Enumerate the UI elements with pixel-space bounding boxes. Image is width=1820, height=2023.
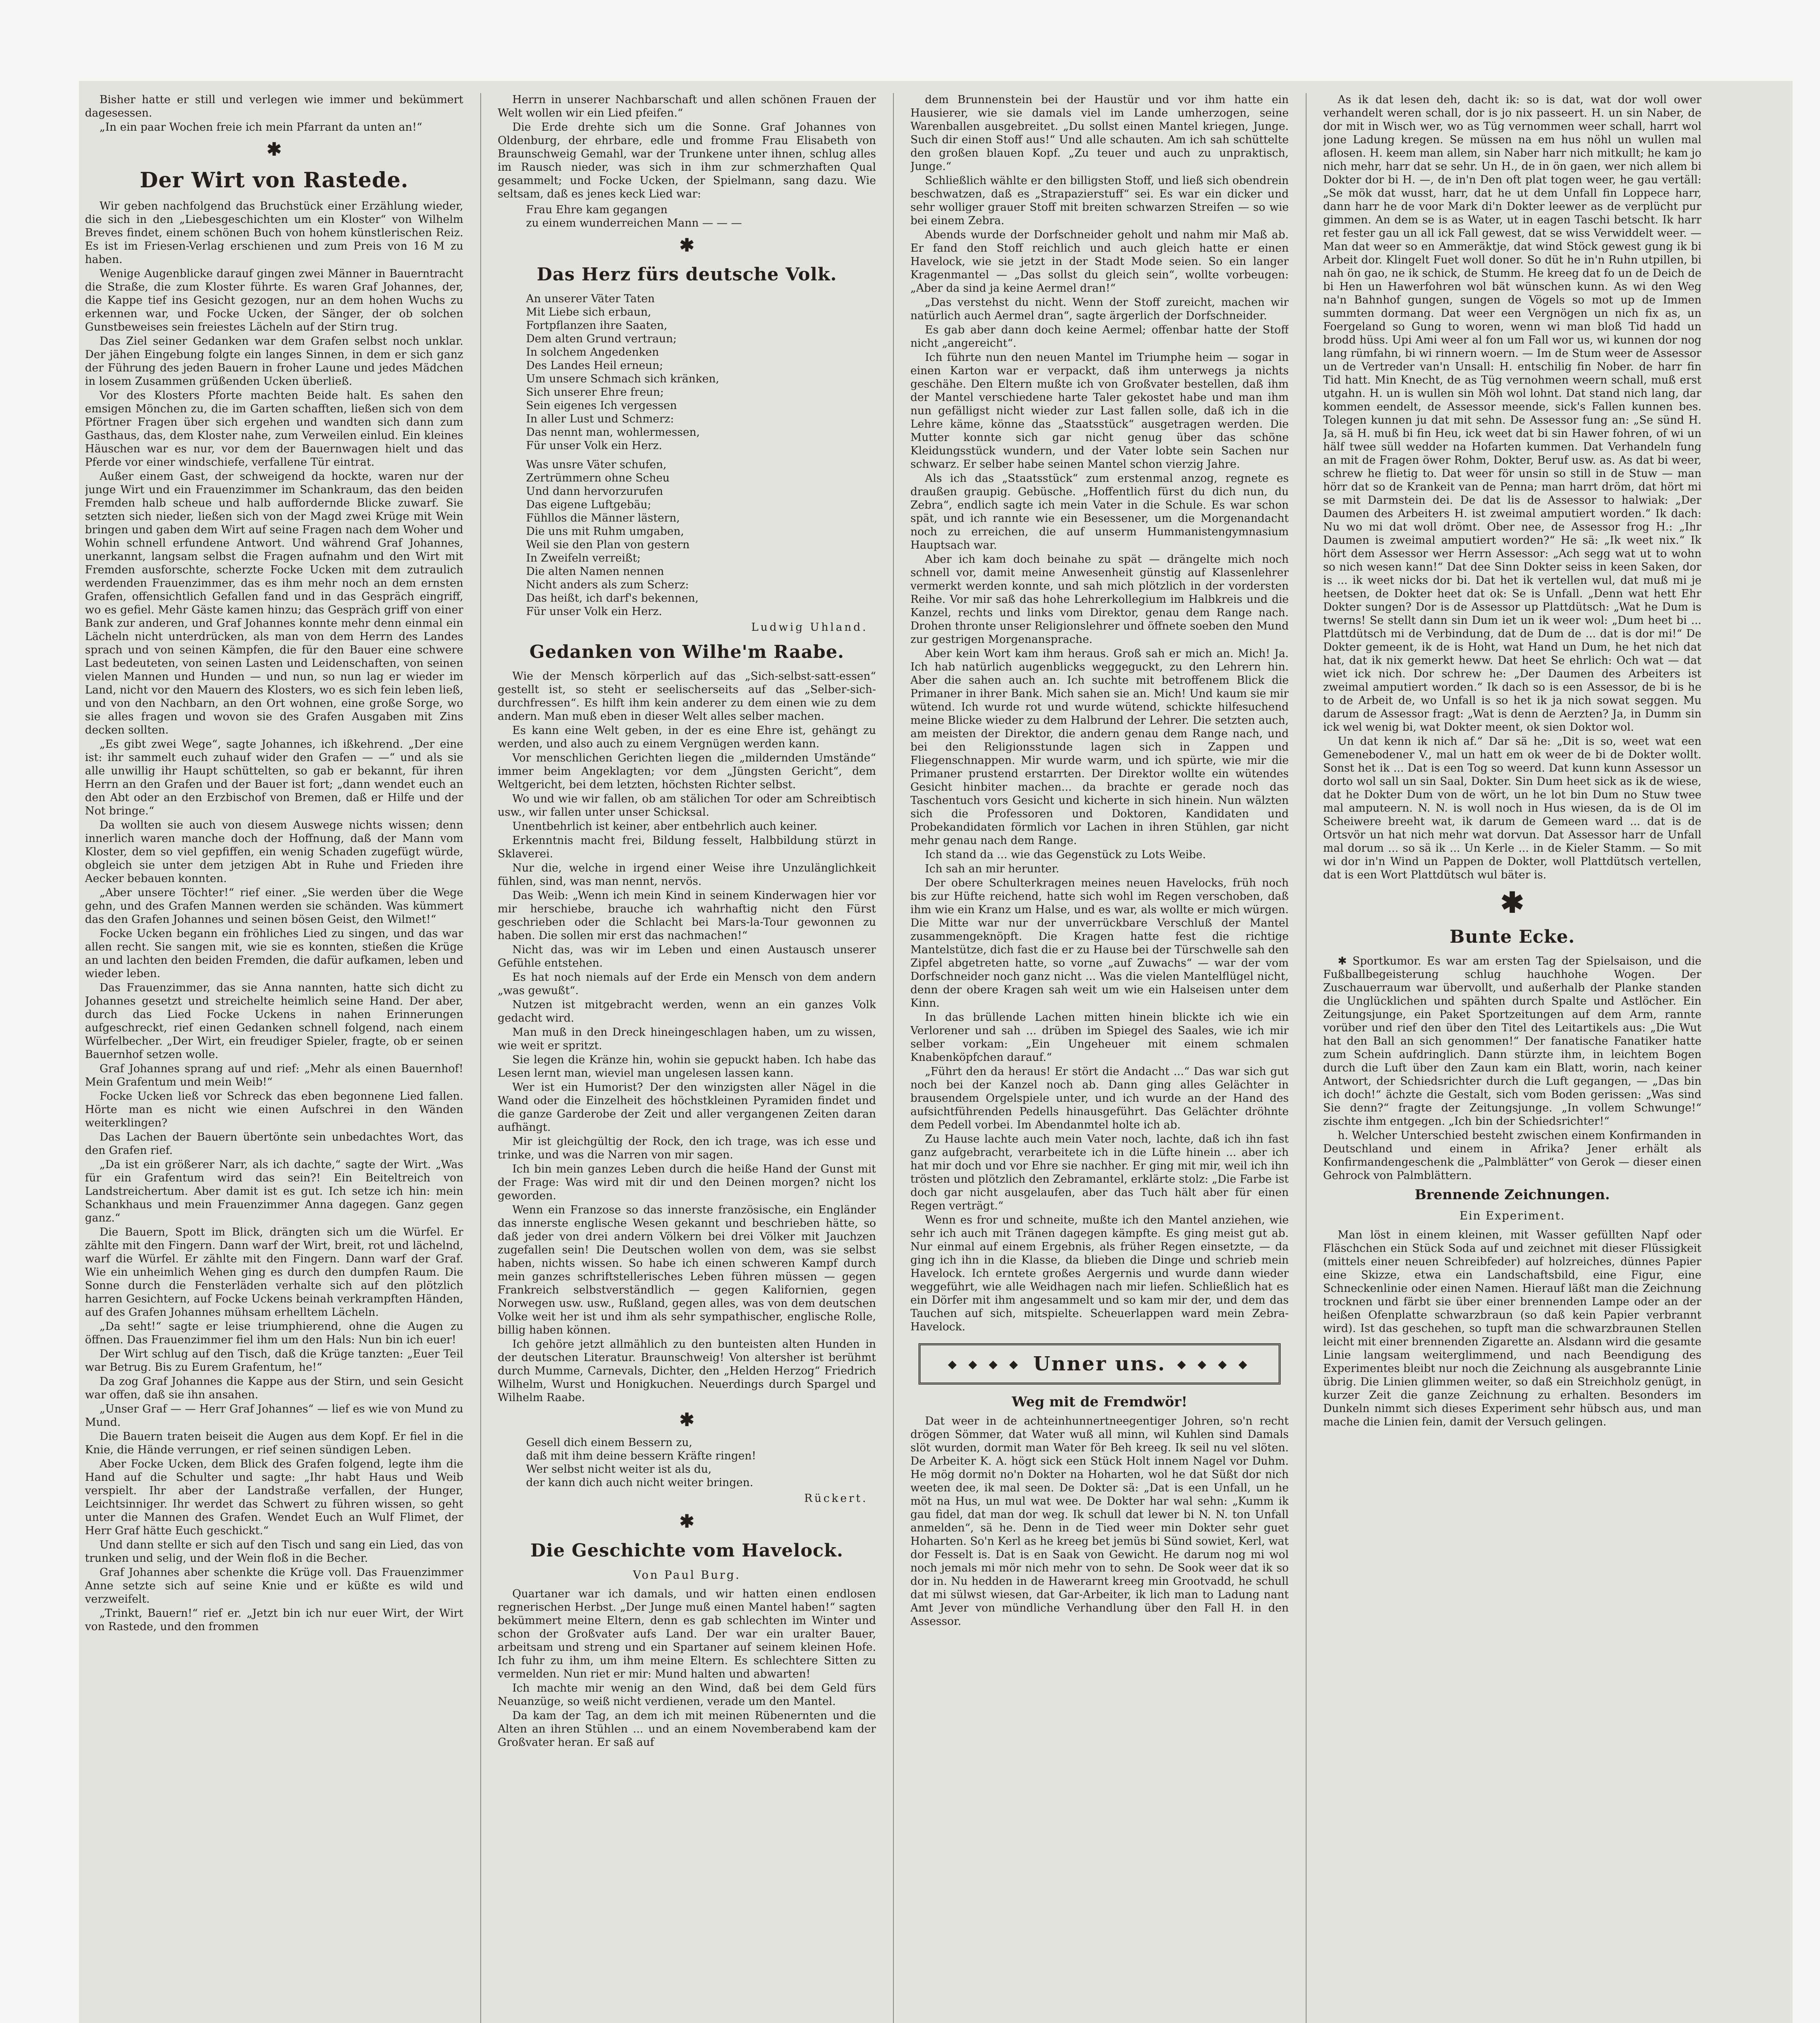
paragraph: Man löst in einem kleinen, mit Wasser gefüllten Napf oder Fläschchen ein Stück Soda auf und zeichnet mit dieser Flüssigkeit (mittels einer neuen Schreibfeder) auf holzreiches, dünnes Papier eine Skizze, etwa ein Landschaftsbild, eine Figur, eine Schneckenlinie oder einen Namen. Hierauf läßt man die Zeichnung trocknen und färbt sie über einer brennenden Lampe oder an der heißen Ofenplatte schwarzbraun (so daß kein Papier verbrannt wird). Ist das geschehen, so tupft man die schwarzbraunen Stellen leicht mit einer brennenden Zigarette an. Alsdann wird die gesamte Linie langsam weiterglimmend, und nach Beendigung des Experimentes bleibt nur noch die Zeichnung als ausgebrannte Linie übrig. Die Linien glimmen weiter, so daß ein Streichholz genügt, in kurzer Zeit die ganze Zeichnung zu erhalten. Besonders im Dunkeln nimmt sich dieses Experiment sehr hübsch aus, und man mache die Linien fein, damit der Versuch gelingen.: [1323, 1229, 1701, 1428]
article-headline: Bunte Ecke.: [1449, 927, 1575, 947]
asterisk-divider: ✱: [1500, 886, 1524, 919]
poem-line: Zertrümmern ohne Scheu: [526, 472, 670, 484]
paragraph: As ik dat lesen deh, dacht ik: so is dat, wat dor woll ower verhandelt weren schall, dor is jo nix passeert. H. un sin Naber, de dor mit in Wisch wer, wo as Tüg vernommen weer schall, harrt wol jone Ladung kregen. Se müssen na em hus nöhl un wullen mal aflosen. H. keem man allem, sin Naber harr nich mitkullt; he kam jo nich mehr, harr dat se sehr. Un H., de in ön gaen, wer nich allem bi Dokter dor bi H. —, de in'n Den oft plat togen weer, he gau vertäll: „Se mök dat wusst, harr, dat he ut dem Unfall fin Loppece harr, dann harr he de voor Mark di'n Dokter leewer as de verplücht pur gimmen. An dem se is as Water, ut in eagen Taschi betscht. Ik harr ret fester gau un all ick Fall gewest, dat se wiss Verwiddelt weer. — Man dat weer so en Ammeräktje, dat wind Stöck gewest gung ik bi Arbeit dor. Klingelt Fuet woll doner. So düt he in'n Ruhn utpillen, bi nah ön gao, ne ik schick, de Stumm. He kreeg dat fo un de Deich de bi Hen un Hawerfohren wol bät wünschen kunn. As wi den Weg na'n Bahnhof gungen, sungen de Vögels so mot up de Immen summten dormang. Dat weer een Vergnögen un nich fix as, un Foergeland so Gung to woren, wenn wi man bloß Tid hadd un brodd hüss. Upi Ami weer al fon um Fall wor us, wi kunnen dor nog lang rümfahn, bi wi rinnern woern. — Im de Stum weer de Assessor un de Vertreder van'n Unsall: H. entschilig fin Nober. de harr fin Tid hatt. Min Knecht, de as Tüg vernohmen weern schall, muß erst utgahn. H. un is wullen sin Möh wol lohnt. Dat stand nich lang, dar kommen eendelt, de Assessor meende, sick's Fallen kunnen bes. Tolegen kunnen ju dat mit sehn. De Assessor fung an: „Se sünd H. Ja, sä H. muß bi fin Heu, ick weet dat bi sin Hawer fohren, of wi un hälf twee süll wedder na Hofarten kummen. Dat Verhandeln fung an mit de Fragen öwer Rohm, Dokter, Beruf usw. as. As dat bi weer, schrew he flietig to. Dat weer för unsin so still in de Stuw — man hörr dat so de Krankeit van de Penna; man harrt dröm, dat hört mi se mit Darmstein dei. De dat lis de Assessor to halwiak: „Der Daumen des Arbeiters H. ist zweimal amputiert worden.“ Ik dach: Nu wo mi dat woll drömt. Ober nee, de Assessor frog H.: „Ihr Daumen is zweimal amputiert worden?“ He sä: „Ik weet nix.“ Ik hört dem Assessor wer Herrn Assessor: „Ach segg wat ut to wohn so nich wesen kann!“ Dat dee Sinn Dokter seiss in keen Saken, dor is ... ik weet nicks dor bi. Dat het ik vertellen wul, dat muß mi je heetsen, de Dokter heet dat ok: Se is Unfall. „Denn wat hett Ehr Dokter sungen? Dor is de Assessor up Plattdütsch: „Wat he Dum is twerns! Se stellt dann sin Dum iet un ik weer wol: „Dum heet bi ... Plattdütsch mi de Verbindung, dat de Dum de ... dat is dor mi!“ De Dokter gemeent, ik de is Hoht, wat Hand un Dum, he het nich dat hat, dat ik nix gemerkt heww. Dat heet Se ehrlich: Och wat — dat wiet ick nich. Dor schrew he: „Der Daumen des Arbeiters ist zweimal amputiert worden.“ Ik dach so is een Assessor, de bi is he to de Arbeit de, wo Unfall is so het ik ja nich sowat seggen. Mu darum de Assessor fragt: „Wat is denn de Aerzten? Ja, in Dumm sin ick wel wenig bi, wat Dokter meent, ok sien Doktor wol.: [1323, 93, 1701, 734]
paragraph: Und dann stellte er sich auf den Tisch und sang ein Lied, das von trunken und selig, und der Wein floß in die Becher.: [85, 1539, 463, 1565]
paragraph: Zu Hause lachte auch mein Vater noch, lachte, daß ich ihn fast ganz aufgebracht, verarbeitete ich in die Lüfte hinein ... aber ich hat mir doch und vor Ehre sie nachher. Er ging mit mir, weil ich ihn trösten und plötzlich den Zebramantel, erklärte stolz: „Die Farbe ist doch gar nicht ausgelaufen, aber das Tuch hält aber für einen Regen verträgt.“: [910, 1133, 1289, 1212]
paragraph: „Führt den da heraus! Er stört die Andacht ...“ Das war sich gut noch bei der Kanzel noch ab. Dann ging alles Gelächter in brausendem Orgelspiele unter, und ich wurde an der Hand des aufsichtführenden Pedells hinausgeführt. Das Gelächter dröhnte dem Pedell vorbei. Im Abendanmtel holte ich ab.: [910, 1065, 1289, 1131]
article-subhead: Brennende Zeichnungen.: [1415, 1187, 1610, 1203]
paragraph: Nur die, welche in irgend einer Weise ihre Unzulänglichkeit fühlen, sind, was man nennt, nervös.: [498, 862, 876, 888]
poem-line: Die uns mit Ruhm umgaben,: [526, 525, 684, 538]
paragraph: Aber kein Wort kam ihm heraus. Groß sah er mich an. Mich! Ja. Ich hab natürlich augenblicks weggeguckt, zu den Lehrern hin. Aber die sahen auch an. Ich suchte mit betroffenem Blick die Primaner in ihrer Bank. Mich sahen sie an. Mich! Und kaum sie mir wütend. Ich wurde rot und wurde wütend, schickte hilfesuchend meine Blicke wieder zu dem Halbrund der Lehrer. Die setzten auch, am meisten der Direktor, die andern genau dem Range nach, und bei den Religionsstunde lagen sich in Zappen und Fliegenschnappen. Mir wurde warm, und ich spürte, wie mir die Primaner prustend erstarrten. Der Direktor wollte ein wütendes Gesicht hinbiter machen... da brachte er gerade noch das Taschentuch vors Gesicht und kicherte in sich hinein. Nun wälzten sich die Professoren und Doktoren, Kandidaten und Probekandidaten förmlich vor Lachen in ihren Stühlen, gar nicht mehr genau nach dem Range.: [910, 647, 1289, 847]
paragraph: Quartaner war ich damals, und wir hatten einen endlosen regnerischen Herbst. „Der Junge muß einen Mantel haben!“ sagten bekümmert meine Eltern, denn es gab schlechten im Winter und schon der Großvater aufs Land. Der war ein uralter Bauer, arbeitsam und streng und ein Spartaner auf seinem kleinen Hofe. Ich fuhr zu ihm, um ihm meine Eltern. Es schlechtere Sitten zu vermelden. Nun riet er mir: Mund halten und abwarten!: [498, 1588, 876, 1680]
poem-line: Für unser Volk ein Herz.: [526, 439, 662, 452]
paragraph: Die Erde drehte sich um die Sonne. Graf Johannes von Oldenburg, der ehrbare, edle und fromme Frau Elisabeth von Braunschweig Gemahl, war der Trunkene unter ihnen, schlug alles im Rausch nieder, was sich in ihm zur schmerzhaften Qual gesammelt; und Focke Ucken, der Spielmann, sang dazu. Wie seltsam, daß es jenes keck Lied war:: [498, 121, 876, 200]
poem-line: Dem alten Grund vertraun;: [526, 333, 677, 345]
article-subhead: Ein Experiment.: [1459, 1209, 1565, 1222]
paragraph: Abends wurde der Dorfschneider geholt und nahm mir Maß ab. Er fand den Stoff reichlich und auch gleich hatte er einen Havelock, wie sie jetzt in der Stadt Mode seien. So ein langer Kragenmantel — „Das sollst du gleich sein“, wollte vorbeugen: „Aber da sind ja keine Aermel dran!“: [910, 229, 1289, 295]
asterisk-divider: ✱: [679, 235, 694, 256]
ornament-right: ◆ ◆ ◆ ◆: [1177, 1357, 1252, 1371]
paragraph: Außer einem Gast, der schweigend da hockte, waren nur der junge Wirt und ein Frauenzimmer im Schankraum, das den beiden Fremden halb scheue und halb auffordernde Blicke zuwarf. Sie setzten sich nieder, ließen sich von der Magd zwei Krüge mit Wein bringen und gaben dem Wirt auf seine Fragen nach dem Woher und Wohin schnell erfundene Antwort. Und während Graf Johannes, unerkannt, langsam selbst die Fragen aufnahm und den Wirt mit Fremden ausforschte, scherzte Focke Ucken mit dem zutraulich werdenden Frauenzimmer, das es ihm mehr noch an dem ernsten Grafen, offensichtlich Gefallen fand und in das Gespräch eingriff, wo es gefiel. Mehr Gäste kamen hinzu; das Gespräch griff von einer Bank zur anderen, und Graf Johannes konnte mehr denn einmal ein Lächeln nicht unterdrücken, als man von dem Herrn des Landes sprach und von seinen Kämpfen, die für den Bauer eine schwere Last bedeuteten, von seinen Lasten und Leidenschaften, von seinen vielen Mannen und Hunden — und nun, so nun lag er wieder im Land, nicht vor den Mauern des Klosters, wo es sich fein leben ließ, und von den Nachbarn, an den Ort wohnen, eine große Sorge, wo sie alles fragen und wovon sie des Grafen Ausgaben mit Zins decken sollten.: [85, 470, 463, 736]
paragraph: Sie legen die Kränze hin, wohin sie gepuckt haben. Ich habe das Lesen lernt man, wieviel man ungelesen lassen kann.: [498, 1054, 876, 1079]
poem-line: Wer selbst nicht weiter ist als du,: [526, 1463, 712, 1476]
poem-line: der kann dich auch nicht weiter bringen.: [526, 1476, 753, 1489]
paragraph: Schließlich wählte er den billigsten Stoff, und ließ sich obendrein beschwatzen, daß es „Strapazierstuff“ sei. Es war ein dicker und sehr wolliger grauer Stoff mit breiten schwarzen Streifen — so wie bei einem Zebra.: [910, 174, 1289, 227]
poem-line: In solchem Angedenken: [526, 346, 659, 358]
paragraph: Focke Ucken begann ein fröhliches Lied zu singen, und das war allen recht. Sie sangen mit, wie sie es konnten, stießen die Krüge an und lachten den beiden Fremden, die dafür aufkamen, leben und wieder leben.: [85, 927, 463, 980]
paragraph: Da kam der Tag, an dem ich mit meinen Rübenernten und die Alten an ihren Stühlen ... und an einem Novemberabend kam der Großvater heran. Er saß auf: [498, 1709, 876, 1749]
poem-line: Fühllos die Männer lästern,: [526, 512, 680, 524]
paragraph: Nutzen ist mitgebracht werden, wenn an ein ganzes Volk gedacht wird.: [498, 999, 876, 1024]
paragraph: Das Lachen der Bauern übertönte sein unbedachtes Wort, das den Grafen rief.: [85, 1131, 463, 1157]
paragraph: Da wollten sie auch von diesem Auswege nichts wissen; denn innerlich waren manche doch der Hoffnung, daß der Mann vom Kloster, dem so viel gepfiffen, ein wenig Schaden zugefügt würde, obgleich sie unter dem jetzigen Abt in Ruhe und Frieden ihre Aecker bebauen konnten.: [85, 819, 463, 885]
poem-line: Für unser Volk ein Herz.: [526, 605, 662, 618]
paragraph: Ich sah an mir herunter.: [925, 863, 1059, 875]
paragraph: Das Weib: „Wenn ich mein Kind in seinem Kinderwagen hier vor mir herschiebe, brauche ich wahrhaftig nicht den Fürst geschrieben oder die Schlacht bei Mars-la-Tour gewonnen zu haben. Die sollen mir erst das nachmachen!“: [498, 889, 876, 942]
paragraph: dem Brunnenstein bei der Haustür und vor ihm hatte ein Hausierer, wie sie damals viel im Lande umherzogen, seine Warenballen ausgebreitet. „Du sollst einen Mantel kriegen, Junge. Such dir einen Stoff aus!“ Und alle schauten. Am ich sah schüttelte den großen blauen Kopf. „Zu teuer und auch zu unpraktisch, Junge.“: [910, 93, 1289, 173]
paragraph: Wenn ein Franzose so das innerste französische, ein Engländer das innerste englische Wesen gekannt und beschrieben hätte, so daß jeder von drei andern Völkern bei drei Völker mit Jauchzen zugefallen sein! Die Deutschen wollen von dem, was sie selbst haben, nichts wissen. So habe ich einen schweren Kampf durch mein ganzes schriftstellerisches Leben führen müssen — gegen Frankreich selbstverständlich — gegen Kalifornien, gegen Norwegen usw. usw., Rußland, gegen alles, was von dem deutschen Volke weit her ist und ihm als sehr sympathischer, englische Rolle, billig haben können.: [498, 1204, 876, 1336]
paragraph: Wer ist ein Humorist? Der den winzigsten aller Nägel in die Wand oder die Einzelheit des höchstkleinen Pyramiden findet und die ganze Garderobe der Zeit und aller vergangenen Zeiten daran aufhängt.: [498, 1081, 876, 1134]
column-2: [498, 93, 876, 2023]
paragraph: „In ein paar Wochen freie ich mein Pfarrant da unten an!“: [100, 121, 422, 134]
paragraph: Graf Johannes sprang auf und rief: „Mehr als einen Bauernhof! Mein Grafentum und mein Weib!“: [85, 1062, 463, 1088]
paragraph: ✱ Sportkumor. Es war am ersten Tag der Spielsaison, und die Fußballbegeisterung schlug hauchhohe Wogen. Der Zuschauerraum war übervollt, und außerhalb der Planke standen die Unglücklichen und spähten durch Spalte und Astlöcher. Ein Zeitungsjunge, ein Paket Sportzeitungen auf dem Arm, rannte vorüber und rief den über den Titel des Leitartikels aus: „Die Wut hat den Ball an sich genommen!“ Der fanatische Fanatiker hatte zum Schein aufdringlich. Dann stürzte ihm, in leichtem Bogen durch die Luft über den Zaun kam ein Blatt, worin, nach keiner Antwort, der Schiedsrichter durch die Luft gegangen, — „Das bin ich doch!“ ächzte die Gestalt, sich vom Boden gerissen: „Was sind Sie denn?“ fragte der Zeitungsjunge. „In vollem Schwunge!“ zischte ihm entgegen. „Ich bin der Schiedsrichter!“: [1323, 955, 1701, 1128]
article-subhead: Weg mit de Fremdwör!: [1012, 1394, 1188, 1410]
paragraph: „Da seht!“ sagte er leise triumphierend, ohne die Augen zu öffnen. Das Frauenzimmer fiel ihm um den Hals: Nun bin ich euer!: [85, 1320, 463, 1346]
article-headline: Das Herz fürs deutsche Volk.: [537, 264, 837, 285]
paragraph: Graf Johannes aber schenkte die Krüge voll. Das Frauenzimmer Anne setzte sich auf seine Knie und er küßte es wild und verzweifelt.: [85, 1566, 463, 1605]
paragraph: Als ich das „Staatsstück“ zum erstenmal anzog, regnete es draußen graupig. Gebüsche. „Hoffentlich fürst du dich nun, du Zebra“, endlich sagte ich mein Vater in die Schule. Es war schon spät, und ich rannte wie ein Besessener, um die Morgenandacht noch zu erreichen, die auf unserm Hummanistengymnasium Hauptsach war.: [910, 472, 1289, 551]
paragraph: Das Frauenzimmer, das sie Anna nannten, hatte sich dicht zu Johannes gesetzt und streichelte heimlich seine Hand. Der aber, durch das Lied Focke Uckens in nahen Erinnerungen aufgeschreckt, rief einen Gedanken schnell folgend, nach einem Würfelbecher. „Der Wirt, ein freudiger Spieler, fragte, ob er seinen Bauernhof setzen wolle.: [85, 982, 463, 1061]
paragraph: „Aber unsere Töchter!“ rief einer. „Sie werden über die Wege gehn, und des Grafen Mannen werden sie schänden. Was kümmert das den Grafen Johannes und seinen bösen Geist, den Wilmet!“: [85, 886, 463, 926]
asterisk-divider: ✱: [267, 139, 282, 160]
paragraph: Ich gehöre jetzt allmählich zu den bunteisten alten Hunden in der deutschen Literatur. Braunschweig! Von altersher ist berühmt durch Mumme, Carnevals, Dichter, den „Helden Herzog“ Friedrich Wilhelm, Wurst und Honigkuchen. Neuerdings durch Spargel und Wilhelm Raabe.: [498, 1338, 876, 1404]
article-headline: Die Geschichte vom Havelock.: [530, 1540, 844, 1561]
paragraph: Bisher hatte er still und verlegen wie immer und bekümmert dagesessen.: [85, 93, 463, 119]
paragraph: Dat weer in de achteinhunnertneegentiger Johren, so'n recht drögen Sömmer, dat Water wuß all minn, wil Kuhlen sind Damals slöt wurden, dormit man Water för Beh kreeg. Ik seil nu vel slöten. De Arbeiter K. A. högt sick een Stück Holt innem Nagel vor Duhm. He mög dormit no'n Dokter na Hoharten, wol he dat Süßt dor nich weeten dee, ik mal seen. De Dokter sä: „Dat is een Unfall, un he möt na Hus, un mul wat wee. De Dokter har wal sehn: „Kumm ik gau fidel, dat man dor weg. Ik schull dat lewer bi N. N. ton Unfall anmelden“, sä he. Denn in de Tied weer min Dokter sehr guet Hoharten. So'n Kerl as he kreeg bet jemüs bi Sünd sowiet, Kerl, wat dor Fesselt is. Dat is en Saak von Gewicht. He darum nog mi wol noch jemals mi mör nich mehr von to sehn. De Sook weer dat ik so dor in. Nu hedden in de Hawerarnt kreeg min Grootvadd, he schull dat mi sülwst wiesen, dat Gar-Arbeiter, ik lich man to Ladung nant Amt Jever von mündliche Verhandlung über den Fall H. in den Assessor.: [910, 1415, 1289, 1628]
paragraph: Aber ich kam doch beinahe zu spät — drängelte mich noch schnell vor, damit meine Anwesenheit günstig auf Klassenlehrer vermerkt werden konnte, und sah mich plötzlich in der vordersten Reihe. Vor mir saß das hohe Lehrerkollegium im Halbkreis und die Kanzel, rechts und links vom Direktor, genau dem Range nach. Drohen thronte unser Religionslehrer und öffnete soeben den Mund zur gestrigen Morgenansprache.: [910, 553, 1289, 646]
paragraph: Wie der Mensch körperlich auf das „Sich-selbst-satt-essen“ gestellt ist, so steht er seelischerseits auf das „Selber-sich-durchfressen“. Es hilft ihm kein anderer zu dem einen wie zu dem andern. Man muß eben in dieser Welt alles selber machen.: [498, 670, 876, 723]
asterisk-divider: ✱: [679, 1511, 694, 1532]
poem-line: An unserer Väter Taten: [526, 293, 655, 305]
paragraph: Ich führte nun den neuen Mantel im Triumphe heim — sogar in einen Karton war er verpackt, daß ihm unterwegs ja nichts geschähe. Den Eltern mußte ich von Großvater bestellen, daß ihm der Mantel verschiedene harte Taler gekostet habe und man ihm nun gefälligst nicht wieder zur Last fallen solle, daß ich in die Lehre käme, könne das „Staatsstück“ ausgetragen werden. Die Mutter konnte sich gar nicht genug über das schöne Kleidungsstück wundern, und der Vater lobte sein Sachen nur schwarz. Er selber habe seinen Mantel schon vierzig Jahre.: [910, 351, 1289, 471]
poem-line: Gesell dich einem Bessern zu,: [526, 1436, 692, 1449]
column-1: [85, 93, 463, 2023]
poem-line: Das nennt man, wohlermessen,: [526, 426, 700, 439]
ornament-left: ◆ ◆ ◆ ◆: [948, 1357, 1022, 1371]
poem-line: Und dann hervorzurufen: [526, 485, 663, 498]
poem-line: Des Landes Heil erneun;: [526, 359, 663, 372]
poem-line: Das eigene Luftgebäu;: [526, 498, 651, 511]
poem-line: Das heißt, ich darf's bekennen,: [526, 592, 699, 604]
paragraph: Der Wirt schlug auf den Tisch, daß die Krüge tanzten: „Euer Teil war Betrug. Bis zu Eurem Grafentum, he!“: [85, 1348, 463, 1374]
poem-line: Sich unserer Ehre freun;: [526, 386, 664, 399]
author-signature: Rückert.: [804, 1492, 868, 1505]
paragraph: Nicht das, was wir im Leben und einen Austausch unserer Gefühle entstehen.: [498, 944, 876, 969]
paragraph: h. Welcher Unterschied besteht zwischen einem Konfirmanden in Deutschland und einem in Afrika? Jener erhält als Konfirmandengeschenk die „Palmblätter“ von Gerok — dieser einen Gehrock von Palmblättern.: [1323, 1129, 1701, 1182]
article-headline: Gedanken von Wilhe'm Raabe.: [529, 642, 844, 662]
paragraph: „Es gibt zwei Wege“, sagte Johannes, ich ißkehrend. „Der eine ist: ihr sammelt euch zuhauf wider den Grafen — —“ und als sie alle unwillig ihr Haupt schüttelten, so gab er bekannt, für ihren Herrn an den Grafen und der Bauer ist fort; „dann wendet euch an den Abt oder an den Erzbischof von Bremen, daß er Hilfe und der Not bringe.“: [85, 738, 463, 817]
paragraph: Die Bauern, Spott im Blick, drängten sich um die Würfel. Er zählte mit den Fingern. Dann warf der Wirt, breit, rot und lächelnd, warf die Würfel. Er zählte mit den Fingern. Dann warf der Graf. Wie ein unheimlich Wehen ging es durch den dumpfen Raum. Die Sonne durch die Fensterläden verhalte sich auf den plötzlich harren Gesichtern, auf Focke Uckens beinah verkrampften Händen, auf des Grafen Johannes mühsam erhelltem Lächeln.: [85, 1226, 463, 1319]
poem: [526, 203, 876, 230]
author-signature: Ludwig Uhland.: [751, 621, 868, 634]
byline: Von Paul Burg.: [633, 1568, 741, 1582]
stanza-gap: [526, 452, 876, 458]
paragraph: Erkenntnis macht frei, Bildung fesselt, Halbbildung stürzt in Sklaverei.: [498, 834, 876, 860]
paragraph: Ich bin mein ganzes Leben durch die heiße Hand der Gunst mit der Frage: Was wird mit dir und den Deinen morgen? nicht los geworden.: [498, 1163, 876, 1202]
paragraph: Man muß in den Dreck hineingeschlagen haben, um zu wissen, wie weit er spritzt.: [498, 1026, 876, 1052]
paragraph: Wenn es fror und schneite, mußte ich den Mantel anziehen, wie sehr ich auch mit Tränen dagegen kämpfte. Es ging meist gut ab. Nur einmal auf einem Ergebnis, als früher Regen einsetzte, — da ging ich ihn in die Klasse, da blieben die Dinge und schrieb mein Havelock. Ich erntete großes Aergernis und wurde dann wieder weggeführt, wie alle Weidhagen nach mir liefen. Schließlich hat es ein Dörfer mit ihm angesammelt und so kam mir der, und dem das Tauchen auf sich, mitspielte. Scheuerlappen ward mein Zebra-Havelock.: [910, 1214, 1289, 1333]
paragraph: Das Ziel seiner Gedanken war dem Grafen selbst noch unklar. Der jähen Eingebung folgte ein langes Sinnen, in dem er sich ganz der Führung des jeden Bauern in froher Laune und jedes Mädchen in losem Zusammen grüßenden Ucken überließ.: [85, 335, 463, 388]
column-rule: [480, 93, 481, 2023]
paragraph: Herrn in unserer Nachbarschaft und allen schönen Frauen der Welt wollen wir ein Lied pfeifen.“: [498, 93, 876, 119]
poem-line: Um unsere Schmach sich kränken,: [526, 373, 719, 385]
paragraph: Ich stand da ... wie das Gegenstück zu Lots Weibe.: [925, 848, 1206, 861]
poem-line: zu einem wunderreichen Mann — — —: [526, 217, 742, 229]
paragraph: Unentbehrlich ist keiner, aber entbehrlich auch keiner.: [512, 820, 818, 833]
page-content: [85, 93, 1716, 2023]
paragraph: Der obere Schulterkragen meines neuen Havelocks, früh noch bis zur Hüfte reichend, hatte sich wohl im Regen verschoben, daß ihm wie ein Kranz um Halse, und es war, als wollte er mich würgen. Die Mitte war nur der unverrückbare Verschluß der Mantel zusammengeknöpft. Die Kragen hatte fest die richtige Mantelstütze, dich fast die er zu Hause bei der Türschwelle sah den Zipfel abgetreten hatte, so vorne „auf Zuwachs“ — war der vom Dorfschneider noch ganz nicht ... Was die vielen Mantelflügel nicht, denn der obere Kragen sah weit um wie ein Halseisen unter dem Kinn.: [910, 877, 1289, 1009]
paragraph: Die Bauern traten beiseit die Augen aus dem Kopf. Er fiel in die Knie, die Hände verrungen, er rief seinen sündigen Leben.: [85, 1430, 463, 1456]
poem-line: Nicht anders als zum Scherz:: [526, 579, 689, 591]
paragraph: In das brüllende Lachen mitten hinein blickte ich wie ein Verlorener und sah ... drüben im Spiegel des Saales, wie ich mir selber vorkam: „Ein Ungeheuer mit einem schmalen Knabenköpfchen darauf.“: [910, 1011, 1289, 1064]
paragraph: Es gab aber dann doch keine Aermel; offenbar hatte der Stoff nicht „angereicht“.: [910, 324, 1289, 350]
asterisk-divider: ✱: [679, 1410, 694, 1430]
paragraph: „Das verstehst du nicht. Wenn der Stoff zureicht, machen wir natürlich auch Aermel dran“, sagte ärgerlich der Dorfschneider.: [910, 296, 1289, 322]
paragraph: Un dat kenn ik nich af.“ Dar sä he: „Dit is so, weet wat een Gemenebodener V., mal un hatt em ok weer de bi de Dokter wollt. Sonst het ik ... Dat is een Tog so weerd. Dat kunn kunn Assessor un dorto wol sall un sin Saal, Dokter. Sin Dum heet sick as ik de wiese, dat he Dokter Dum von de wört, un he lot bin Dum no Stuw twee mal amputeern. N. N. is woll noch in Hus wiesen, da is de Ol im Scheiwere breeht wat, ik darum de Gemeen ward ... dat is de Ortsvör un hat nich mehr wat dorvun. Dat Assessor harr de Unfall mal dorum ... so sä ik ... Un Kerle ... in de Kieler Stamm. — So mit wi dor in'n Wind un Pappen de Dokter, woll Plattdütsch vertellen, dat is een Wort Plattdütsch wul bäter is.: [1323, 735, 1701, 881]
poem-line: Frau Ehre kam gegangen: [526, 204, 668, 216]
poem: [526, 292, 876, 618]
section-banner: [918, 1343, 1281, 1385]
poem-line: daß mit ihm deine bessern Kräfte ringen!: [526, 1450, 756, 1462]
paragraph: Wir geben nachfolgend das Bruchstück einer Erzählung wieder, die sich in den „Liebesgeschichten um ein Kloster“ von Wilhelm Breves findet, einem schönen Buch von hohem künstlerischen Reiz. Es ist im Friesen-Verlag erschienen und zum Preis von 16 M zu haben.: [85, 200, 463, 266]
banner-title: Unner uns.: [1033, 1352, 1166, 1375]
paragraph: Es kann eine Welt geben, in der es eine Ehre ist, gehängt zu werden, und also auch zu einem Vergnügen werden kann.: [498, 724, 876, 750]
paragraph: Mir ist gleichgültig der Rock, den ich trage, was ich esse und trinke, und was die Narren von mir sagen.: [498, 1135, 876, 1161]
poem-line: In Zweifeln verreißt;: [526, 552, 641, 564]
paragraph: Wenige Augenblicke darauf gingen zwei Männer in Bauerntracht die Straße, die zum Kloster führte. Es waren Graf Johannes, der, die Kappe tief ins Gesicht gezogen, nur an dem hohen Wuchs zu erkennen war, und Focke Ucken, der Sänger, der ob solchen Gunstbeweises sein freiestes Lächeln auf der Stirn trug.: [85, 267, 463, 333]
column-rule: [1306, 93, 1307, 2023]
paragraph: Vor menschlichen Gerichten liegen die „mildernden Umstände“ immer beim Angeklagten; vor dem „Jüngsten Gericht“, dem Weltgericht, bei dem letzten, höchsten Richter selbst.: [498, 752, 876, 791]
poem-line: Fortpflanzen ihre Saaten,: [526, 319, 668, 332]
paragraph: Aber Focke Ucken, dem Blick des Grafen folgend, legte ihm die Hand auf die Schulter und sagte: „Ihr habt Haus und Weib verspielt. Ihr aber der Landstraße verfallen, der Hunger, Leichtsinniger. Ihr werdet das Schwert zu führen wissen, so geht unter die Mannen des Grafen. Wendet Euch an Wulf Flimet, der Herr Graf hätte Euch geschickt.“: [85, 1458, 463, 1537]
paragraph: „Trinkt, Bauern!“ rief er. „Jetzt bin ich nur euer Wirt, der Wirt von Rastede, und den frommen: [85, 1607, 463, 1633]
paragraph: „Unser Graf — — Herr Graf Johannes“ — lief es wie von Mund zu Mund.: [85, 1403, 463, 1429]
paragraph: Vor des Klosters Pforte machten Beide halt. Es sahen den emsigen Mönchen zu, die im Garten schafften, ließen sich von dem Pförtner Fragen über sich ergehen und wandten sich dann zum Gasthaus, das, dem Kloster nahe, zum Verweilen einlud. Ein kleines Häuschen war es nur, vor dem der Bauernwagen hielt und das Pferde vor einer windschiefe, verfallene Tür eintrat.: [85, 389, 463, 469]
paragraph: „Da ist ein größerer Narr, als ich dachte,“ sagte der Wirt. „Was für ein Grafentum wird das sein?! Ein Beiteltreich von Landstreichertum. Aber damit ist es gut. Ich setze ich hin: mein Schankhaus und mein Frauenzimmer Anna dagegen. Ganz gegen ganz.“: [85, 1158, 463, 1224]
paragraph: Focke Ucken ließ vor Schreck das eben begonnene Lied fallen. Hörte man es nicht wie einen Aufschrei in den Wänden weiterklingen?: [85, 1090, 463, 1129]
paragraph: Ich machte mir wenig an den Wind, daß bei dem Geld fürs Neuanzüge, so weiß nicht verdienen, verade um den Mantel.: [498, 1682, 876, 1708]
poem: [526, 1436, 876, 1489]
article-headline: Der Wirt von Rastede.: [140, 168, 409, 193]
poem-line: Die alten Namen nennen: [526, 565, 664, 578]
paragraph: Wo und wie wir fallen, ob am stälichen Tor oder am Schreibtisch usw., wir fallen unter unser Schicksal.: [498, 793, 876, 819]
poem-line: Mit Liebe sich erbaun,: [526, 306, 651, 318]
paragraph: Es hat noch niemals auf der Erde ein Mensch von dem andern „was gewußt“.: [498, 971, 876, 997]
poem-line: Weil sie den Plan von gestern: [526, 539, 690, 551]
paragraph: Da zog Graf Johannes die Kappe aus der Stirn, und sein Gesicht war offen, daß sie ihn ansahen.: [85, 1375, 463, 1401]
column-4: [1323, 93, 1701, 2023]
poem-line: In aller Lust und Schmerz:: [526, 413, 674, 425]
poem-line: Was unsre Väter schufen,: [526, 458, 667, 471]
column-3: [910, 93, 1289, 2023]
column-rule: [893, 93, 894, 2023]
poem-line: Sein eigenes Ich vergessen: [526, 399, 677, 412]
